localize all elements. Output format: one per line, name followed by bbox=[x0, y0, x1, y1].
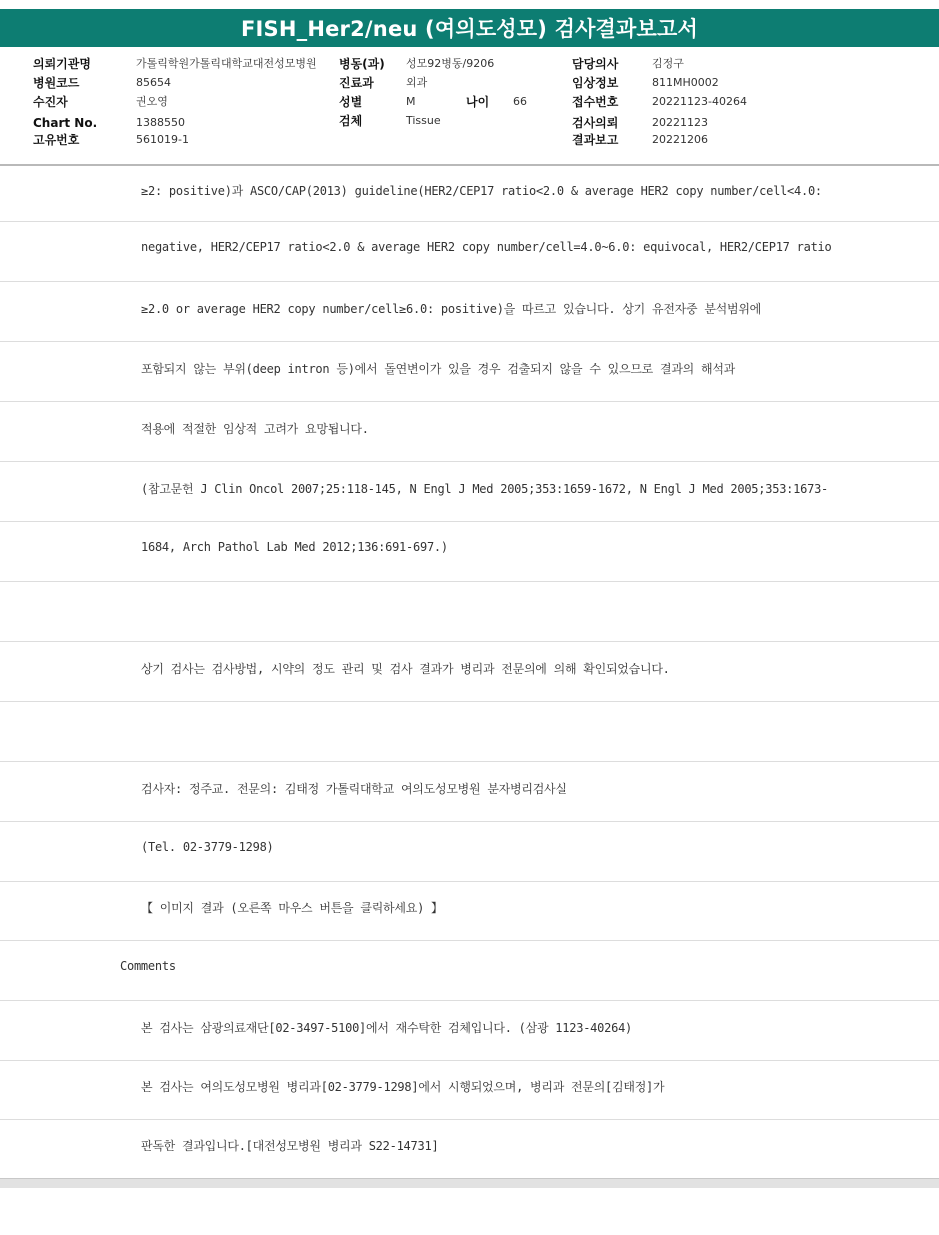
report-text-body bbox=[0, 166, 939, 1178]
report-line-text: 본 검사는 삼광의료재단[02-3497-5100]에서 재수탁한 검체입니다. (삼광 1123-40264) bbox=[141, 1021, 633, 1035]
report-line-text: 상기 검사는 검사방법, 시약의 정도 관리 및 검사 결과가 병리과 전문의에 의해 확인되었습니다. bbox=[141, 662, 670, 676]
report-line bbox=[0, 402, 939, 462]
report-line bbox=[0, 1119, 939, 1179]
report-line-text: 1684, Arch Pathol Lab Med 2012;136:691-697.) bbox=[141, 540, 448, 554]
image-result-row[interactable] bbox=[0, 881, 939, 941]
request-date-label: 검사의뢰 bbox=[572, 116, 619, 130]
hospital-code-value: 85654 bbox=[136, 76, 171, 89]
report-line-text: ≥2: positive)과 ASCO/CAP(2013) guideline(HER2/CEP17 ratio<2.0 & average HER2 copy number/cell<4.0: bbox=[141, 184, 822, 198]
report-date-value: 20221206 bbox=[652, 133, 708, 146]
report-line-text: 본 검사는 여의도성모병원 병리과[02-3779-1298]에서 시행되었으며, 병리과 전문의[김태정]가 bbox=[141, 1080, 665, 1094]
comments-heading: Comments bbox=[120, 959, 176, 973]
unique-no-label: 고유번호 bbox=[33, 133, 80, 147]
image-result-link[interactable]: 【 이미지 결과 (오른쪽 마우스 버튼을 클릭하세요) 】 bbox=[141, 901, 443, 915]
report-line bbox=[0, 1060, 939, 1120]
report-line bbox=[0, 522, 939, 582]
doctor-value: 김정구 bbox=[652, 57, 684, 70]
age-value: 66 bbox=[513, 95, 527, 108]
sex-label: 성별 bbox=[339, 95, 363, 109]
dept-value: 외과 bbox=[406, 76, 428, 89]
report-line bbox=[0, 462, 939, 522]
report-line-text: (Tel. 02-3779-1298) bbox=[141, 840, 274, 854]
report-line bbox=[0, 342, 939, 402]
report-line bbox=[0, 702, 939, 762]
patient-label: 수진자 bbox=[33, 95, 68, 109]
clinical-info-value: 811MH0002 bbox=[652, 76, 719, 89]
report-line-text: 검사자: 정주교. 전문의: 김태정 가톨릭대학교 여의도성모병원 분자병리검사실 bbox=[141, 782, 567, 796]
ward-label: 병동(과) bbox=[339, 57, 385, 71]
report-line bbox=[0, 642, 939, 702]
report-line bbox=[0, 282, 939, 342]
report-line-text: (참고문헌 J Clin Oncol 2007;25:118-145, N Engl J Med 2005;353:1659-1672, N Engl J Med 2005;353:1673- bbox=[141, 482, 829, 496]
report-line-text: 포함되지 않는 부위(deep intron 등)에서 돌연변이가 있을 경우 검출되지 않을 수 있으므로 결과의 해석과 bbox=[141, 362, 736, 376]
hospital-code-label: 병원코드 bbox=[33, 76, 80, 90]
specimen-value: Tissue bbox=[406, 114, 441, 127]
ward-value: 성모92병동/9206 bbox=[406, 57, 495, 70]
report-line bbox=[0, 822, 939, 882]
report-line-text: ≥2.0 or average HER2 copy number/cell≥6.0: positive)을 따르고 있습니다. 상기 유전자중 분석범위에 bbox=[141, 302, 762, 316]
unique-no-value: 561019-1 bbox=[136, 133, 189, 146]
chart-no-value: 1388550 bbox=[136, 116, 185, 129]
doctor-label: 담당의사 bbox=[572, 57, 619, 71]
report-date-label: 결과보고 bbox=[572, 133, 619, 147]
report-line bbox=[0, 582, 939, 642]
report-line-text: negative, HER2/CEP17 ratio<2.0 & average HER2 copy number/cell=4.0~6.0: equivocal, HER2/CEP17 ratio bbox=[141, 240, 832, 254]
request-date-value: 20221123 bbox=[652, 116, 708, 129]
report-line bbox=[0, 941, 939, 1001]
sex-value: M bbox=[406, 95, 416, 108]
clinical-info-label: 임상정보 bbox=[572, 76, 619, 90]
age-label: 나이 bbox=[466, 95, 490, 109]
receipt-no-value: 20221123-40264 bbox=[652, 95, 747, 108]
institution-value: 가톨릭학원가톨릭대학교대전성모병원 bbox=[136, 57, 317, 70]
report-line-text: 적용에 적절한 임상적 고려가 요망됩니다. bbox=[141, 422, 369, 436]
report-line bbox=[0, 222, 939, 282]
report-title: FISH_Her2/neu (여의도성모) 검사결과보고서 bbox=[0, 9, 939, 47]
report-line bbox=[0, 162, 939, 222]
institution-label: 의뢰기관명 bbox=[33, 57, 91, 71]
report-line bbox=[0, 1001, 939, 1061]
patient-value: 권오영 bbox=[136, 95, 168, 108]
report-line-text: 판독한 결과입니다.[대전성모병원 병리과 S22-14731] bbox=[141, 1139, 439, 1153]
chart-no-label: Chart No. bbox=[33, 116, 98, 130]
report-line bbox=[0, 762, 939, 822]
dept-label: 진료과 bbox=[339, 76, 374, 90]
footer-divider bbox=[0, 1178, 939, 1188]
patient-info-panel bbox=[0, 47, 939, 165]
specimen-label: 검체 bbox=[339, 114, 363, 128]
receipt-no-label: 접수번호 bbox=[572, 95, 619, 109]
